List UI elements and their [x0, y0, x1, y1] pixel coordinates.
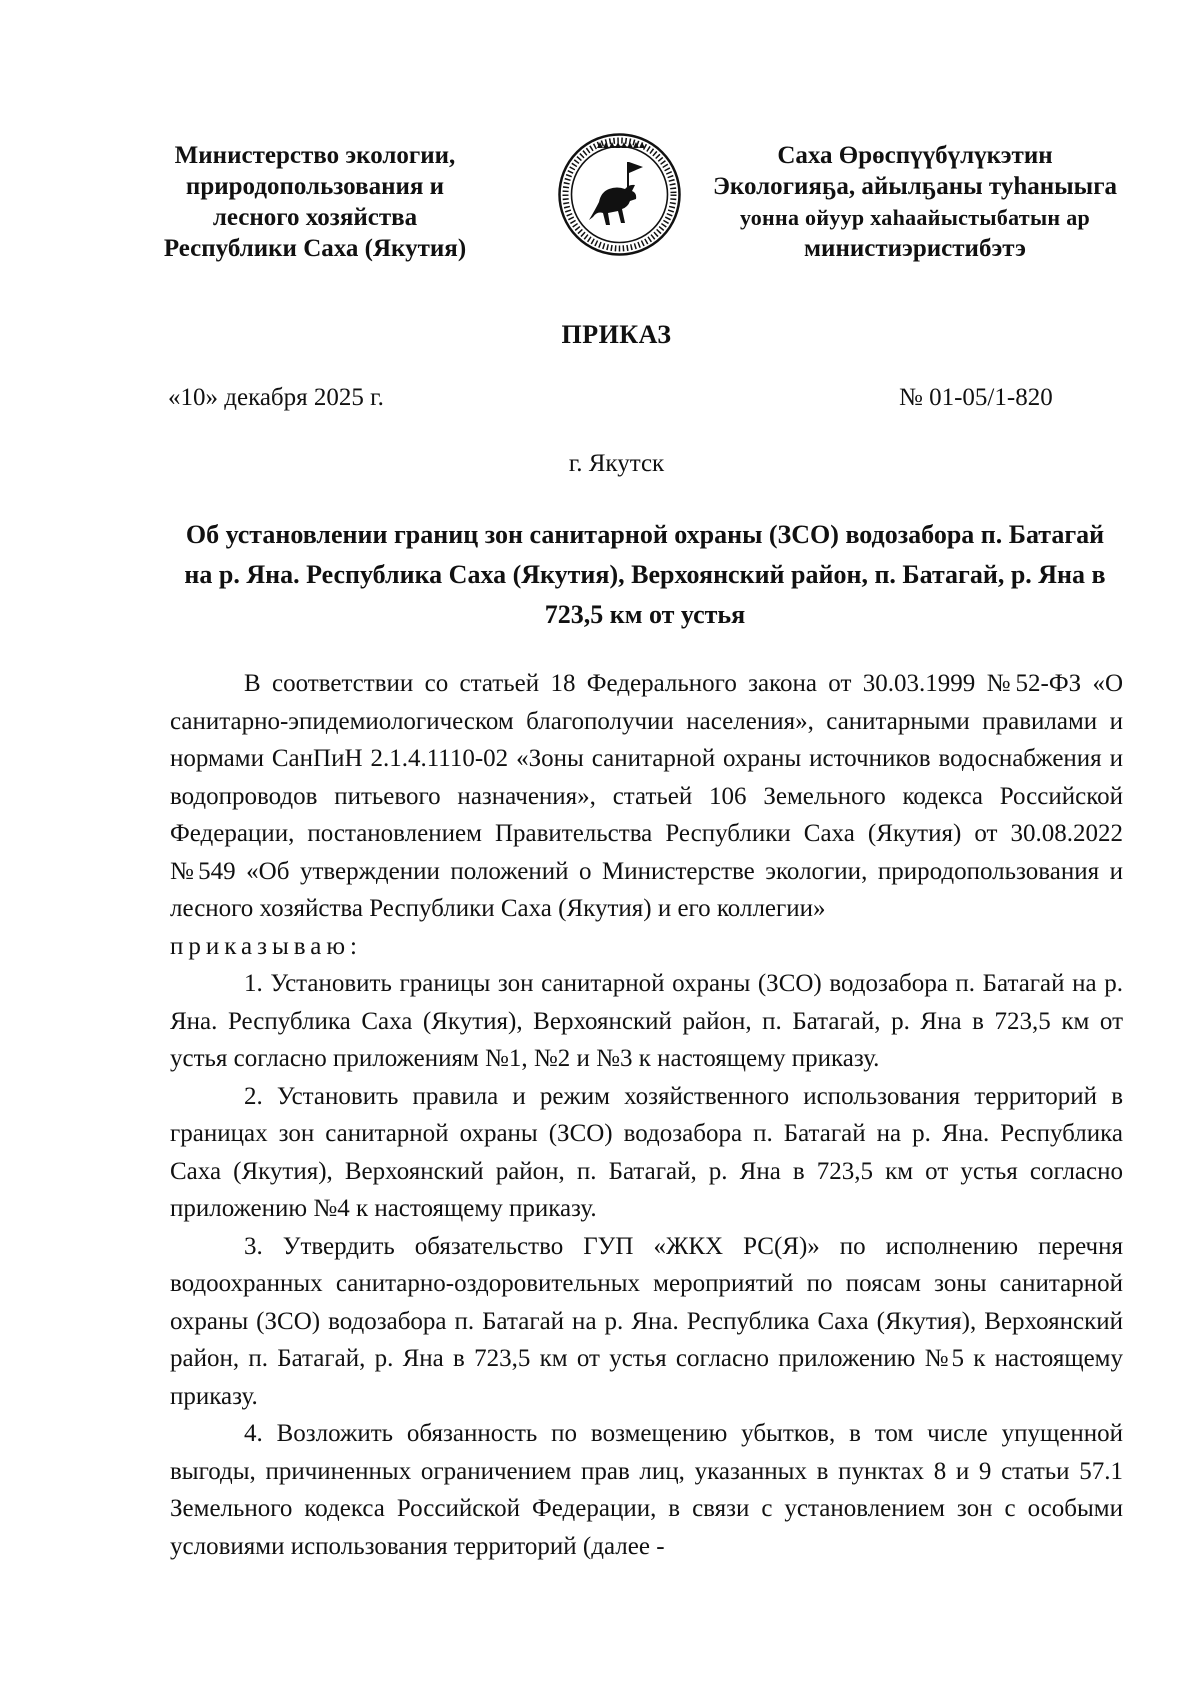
document-title: ПРИКАЗ	[561, 320, 672, 349]
ministry-yakut-line-3: уонна ойуур хаһаайыстыбатын ар	[739, 205, 1091, 230]
document-date: «10» декабря 2025 г.	[168, 384, 384, 411]
order-item-2: 2. Установить правила и режим хозяйственного использования территорий в границах зон санитарной охраны (ЗСО) водозабора п. Батагай на р. Яна. Республика Саха (Якутия), Верхоянский район, п. Батагай, р. Яна в 723,5 км от устья согласно приложению №4 к настоящему приказу.	[170, 1082, 1123, 1222]
ministry-line-1: Министерство экологии,	[174, 142, 456, 169]
ministry-name-yakut	[705, 140, 1125, 264]
coat-of-arms-emblem-icon	[557, 132, 682, 257]
order-item-4: 4. Возложить обязанность по возмещению убытков, в том числе упущенной выгоды, причиненных ограничением прав лиц, указанных в пунктах 8 и 9 статьи 57.1 Земельного кодекса Российской Федерации, в связи с установлением зон с особыми условиями использования территорий (далее -	[170, 1420, 1123, 1560]
ministry-yakut-line-2: Экологияҕа, айылҕаны туһаныыга	[712, 173, 1118, 200]
document-number: № 01-05/1-820	[899, 384, 1053, 411]
ministry-line-4: Республики Саха (Якутия)	[163, 235, 467, 262]
ministry-name-russian	[150, 140, 480, 264]
ministry-line-3: лесного хозяйства	[212, 204, 418, 231]
order-word: приказываю:	[170, 932, 362, 960]
order-item-3: 3. Утвердить обязательство ГУП «ЖКХ РС(Я)» по исполнению перечня водоохранных санитарно-оздоровительных мероприятий по поясам зоны санитарной охраны (ЗСО) водозабора п. Батагай на р. Яна. Республика Саха (Якутия), Верхоянский район, п. Батагай, р. Яна в 723,5 км от устья согласно приложению №5 к настоящему приказу.	[170, 1232, 1123, 1410]
document-city: г. Якутск	[568, 450, 665, 477]
ministry-line-2: природопользования и	[185, 173, 445, 200]
document-subject: Об установлении границ зон санитарной охраны (ЗСО) водозабора п. Батагай на р. Яна. Республика Саха (Якутия), Верхоянский район, п. Батагай, р. Яна в 723,5 км от устья	[184, 520, 1106, 629]
preamble-paragraph: В соответствии со статьей 18 Федерального закона от 30.03.1999 №52-ФЗ «О санитарно-эпидемиологическом благополучии населения», санитарными правилами и нормами СанПиН 2.1.4.1110-02 «Зоны санитарной охраны источников водоснабжения и водопроводов питьевого назначения», статьей 106 Земельного кодекса Российской Федерации, постановлением Правительства Республики Саха (Якутия) от 30.08.2022 №549 «Об утверждении положений о Министерстве экологии, природопользования и лесного хозяйства Республики Саха (Якутия) и его коллегии»	[170, 670, 1123, 922]
document-body	[170, 665, 1123, 1565]
ministry-yakut-line-1: Саха Өрөспүүбүлүкэтин	[777, 142, 1053, 169]
ministry-yakut-line-4: министиэристибэтэ	[804, 235, 1026, 262]
order-item-1: 1. Установить границы зон санитарной охраны (ЗСО) водозабора п. Батагай на р. Яна. Республика Саха (Якутия), Верхоянский район, п. Батагай, р. Яна в 723,5 км от устья согласно приложениям №1, №2 и №3 к настоящему приказу.	[170, 970, 1123, 1072]
